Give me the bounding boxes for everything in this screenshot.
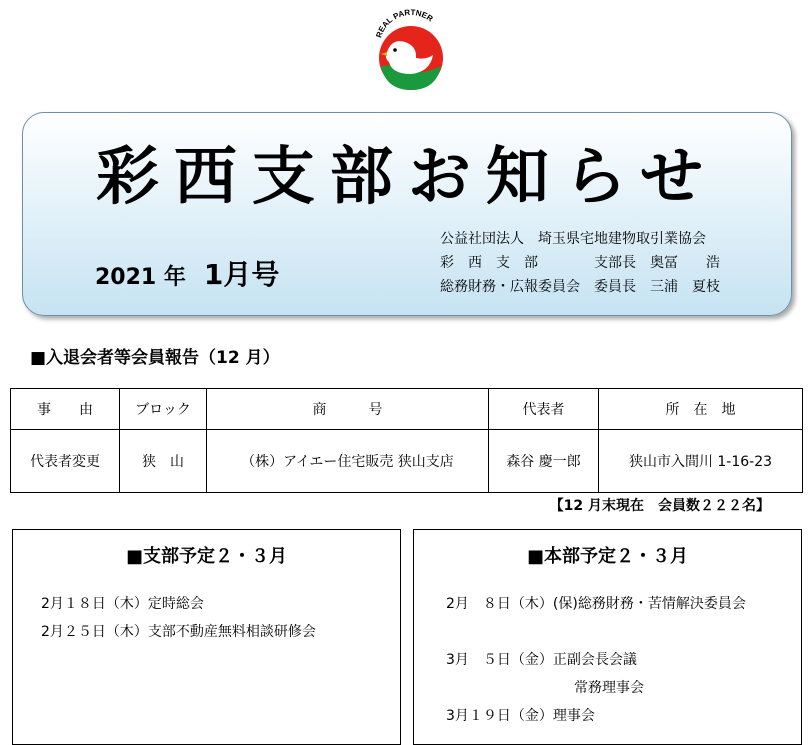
bird-sun-emblem (372, 6, 450, 96)
issue-year: 2021 年 (95, 265, 186, 290)
header-banner (22, 112, 792, 316)
branch-schedule-item: 2月２５日（木）支部不動産無料相談研修会 (41, 624, 316, 640)
org-line-branch: 彩 西 支 部 支部長 奥冨 浩 (440, 255, 720, 271)
table-header-row (11, 389, 803, 430)
cell-block: 狭 山 (120, 430, 207, 493)
hq-schedule-item: 2月 ８日（木）(保)総務財務・苦情解決委員会 (446, 596, 746, 612)
org-line-association: 公益社団法人 埼玉県宅地建物取引業協会 (440, 231, 706, 247)
column-header-representative: 代表者 (489, 389, 599, 430)
cell-reason: 代表者変更 (11, 430, 120, 493)
cell-representative: 森谷 慶一郎 (489, 430, 599, 493)
column-header-address: 所 在 地 (599, 389, 803, 430)
hq-schedule-title: ■本部予定２・３月 (526, 546, 688, 567)
issue-label (95, 253, 279, 293)
branch-schedule-box (12, 529, 401, 745)
page-title: 彩西支部お知らせ (95, 140, 719, 213)
members-table (10, 388, 803, 493)
member-count-note: 【12 月末現在 会員数２２２名】 (549, 498, 770, 514)
column-header-company: 商 号 (207, 389, 489, 430)
column-header-block: ブロック (120, 389, 207, 430)
real-partner-logo (372, 6, 450, 96)
hq-schedule-item: 3月１９日（金）理事会 (446, 708, 595, 724)
column-header-reason: 事 由 (11, 389, 120, 430)
hq-schedule-item: 常務理事会 (574, 680, 644, 696)
branch-schedule-title: ■支部予定２・３月 (125, 546, 287, 567)
organization-info (440, 227, 720, 299)
logo-text: REAL PARTNER (374, 7, 435, 39)
members-report-title: ■入退会者等会員報告（12 月） (30, 348, 280, 368)
cell-company: （株）アイエー住宅販売 狭山支店 (207, 430, 489, 493)
cell-address: 狭山市入間川 1-16-23 (599, 430, 803, 493)
org-line-committee: 総務財務・広報委員会 委員長 三浦 夏枝 (440, 279, 720, 295)
hq-schedule-box (413, 529, 802, 745)
branch-schedule-item: 2月１８日（木）定時総会 (41, 596, 204, 612)
hq-schedule-item: 3月 ５日（金）正副会長会議 (446, 652, 637, 668)
issue-month: 1月号 (203, 258, 280, 291)
table-row (11, 430, 803, 493)
